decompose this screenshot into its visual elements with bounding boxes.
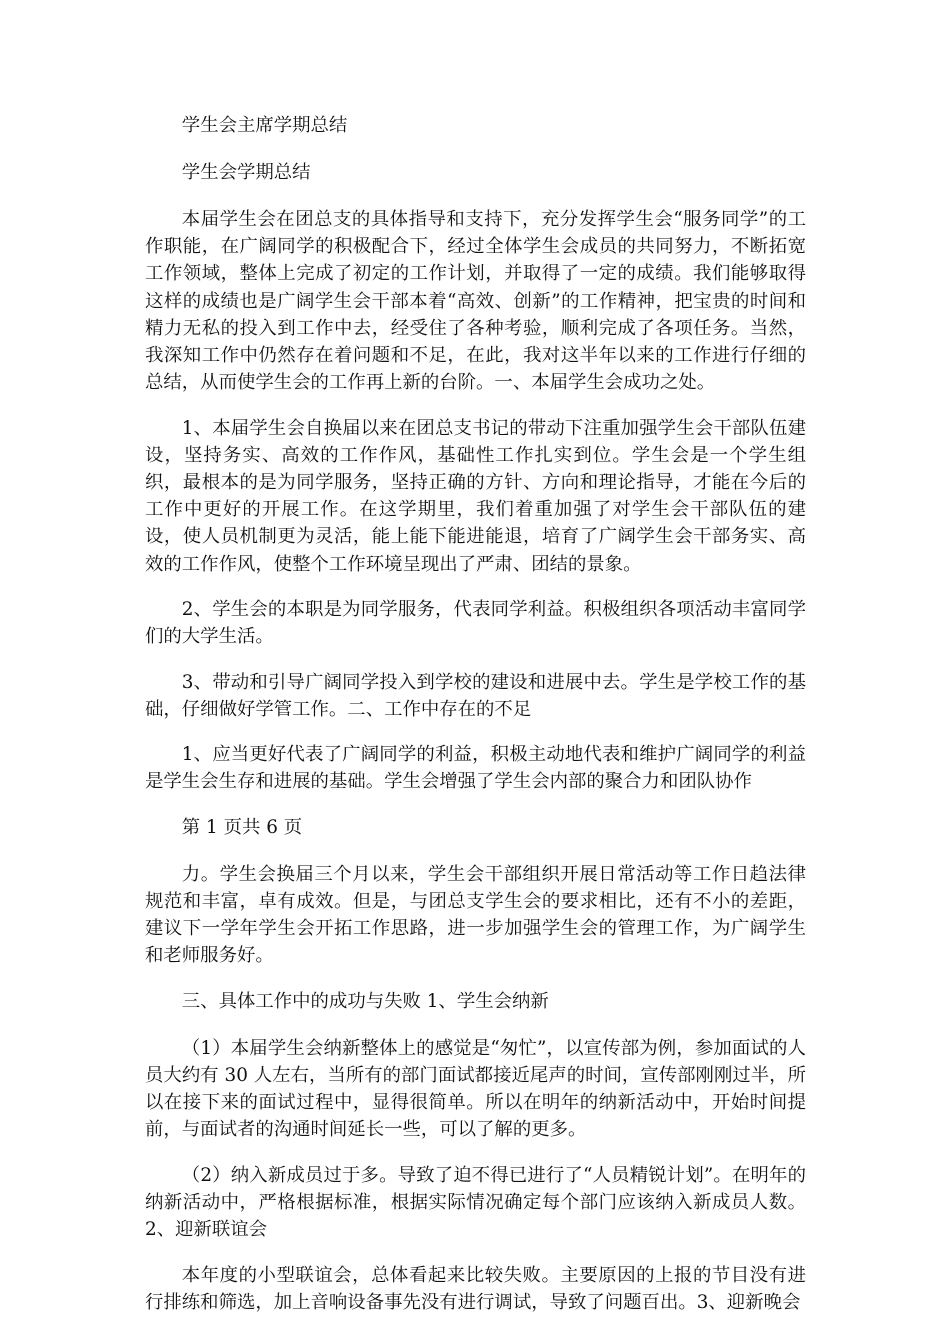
paragraph-point-2: 2、学生会的本职是为同学服务，代表同学利益。积极组织各项活动丰富同学们的大学生活。: [145, 599, 806, 648]
paragraph-party: 本年度的小型联谊会，总体看起来比较失败。主要原因的上报的节目没有进行排练和筛选，加上音响设备事先没有进行调试，导致了问题百出。3、迎新晚会: [145, 1264, 806, 1313]
document-page: [145, 112, 806, 1334]
paragraph-point-1: 1、本届学生会自换届以来在团总支书记的带动下注重加强学生会干部队伍建设，坚持务实、高效的工作作风，基础性工作扎实到位。学生会是一个学生组织，最根本的是为同学服务，坚持正确的方针、方向和理论指导，才能在今后的工作中更好的开展工作。在这学期里，我们着重加强了对学生会干部队伍的建设，使人员机制更为灵活，能上能下能进能退，培育了广阔学生会干部务实、高效的工作作风，使整个工作环境呈现出了严肃、团结的景象。: [145, 417, 806, 575]
paragraph-continued: 力。学生会换届三个月以来，学生会干部组织开展日常活动等工作日趋法律规范和丰富，卓有成效。但是，与团总支学生会的要求相比，还有不小的差距，建议下一学年学生会开拓工作思路，进一步加强学生会的管理工作，为广阔学生和老师服务好。: [145, 863, 806, 967]
paragraph-intro: 本届学生会在团总支的具体指导和支持下，充分发挥学生会“服务同学”的工作职能，在广阔同学的积极配合下，经过全体学生会成员的共同努力，不断拓宽工作领域，整体上完成了初定的工作计划，并取得了一定的成绩。我们能够取得这样的成绩也是广阔学生会干部本着“高效、创新”的工作精神，把宝贵的时间和精力无私的投入到工作中去，经受住了各种考验，顺利完成了各项任务。当然，我深知工作中仍然存在着问题和不足，在此，我对这半年以来的工作进行仔细的总结，从而使学生会的工作再上新的台阶。一、本届学生会成功之处。: [145, 209, 806, 394]
paragraph-shortcoming-1: 1、应当更好代表了广阔同学的利益，积极主动地代表和维护广阔同学的利益是学生会生存和进展的基础。学生会增强了学生会内部的聚合力和团队协作: [145, 744, 806, 793]
paragraph-point-3: 3、带动和引导广阔同学投入到学校的建设和进展中去。学生是学校工作的基础，仔细做好学管工作。二、工作中存在的不足: [145, 671, 806, 720]
section-heading-3: 三、具体工作中的成功与失败 1、学生会纳新: [181, 990, 549, 1012]
document-title: 学生会主席学期总结: [181, 115, 348, 136]
paragraph-recruit-1: （1）本届学生会纳新整体上的感觉是“匆忙”，以宣传部为例，参加面试的人员大约有 30 人左右，当所有的部门面试都接近尾声的时间，宣传部刚刚过半，所以在接下来的面试过程中，显得很简单。所以在明年的纳新活动中，开始时间提前，与面试者的沟通时间延长一些，可以了解的更多。: [145, 1037, 806, 1141]
document-subtitle: 学生会学期总结: [181, 162, 311, 183]
paragraph-recruit-2: （2）纳入新成员过于多。导致了迫不得已进行了“人员精锐计划”。在明年的纳新活动中，严格根据标准，根据实际情况确定每个部门应该纳入新成员人数。2、迎新联谊会: [145, 1164, 806, 1241]
page-footer: 第 1 页共 6 页: [181, 816, 303, 838]
